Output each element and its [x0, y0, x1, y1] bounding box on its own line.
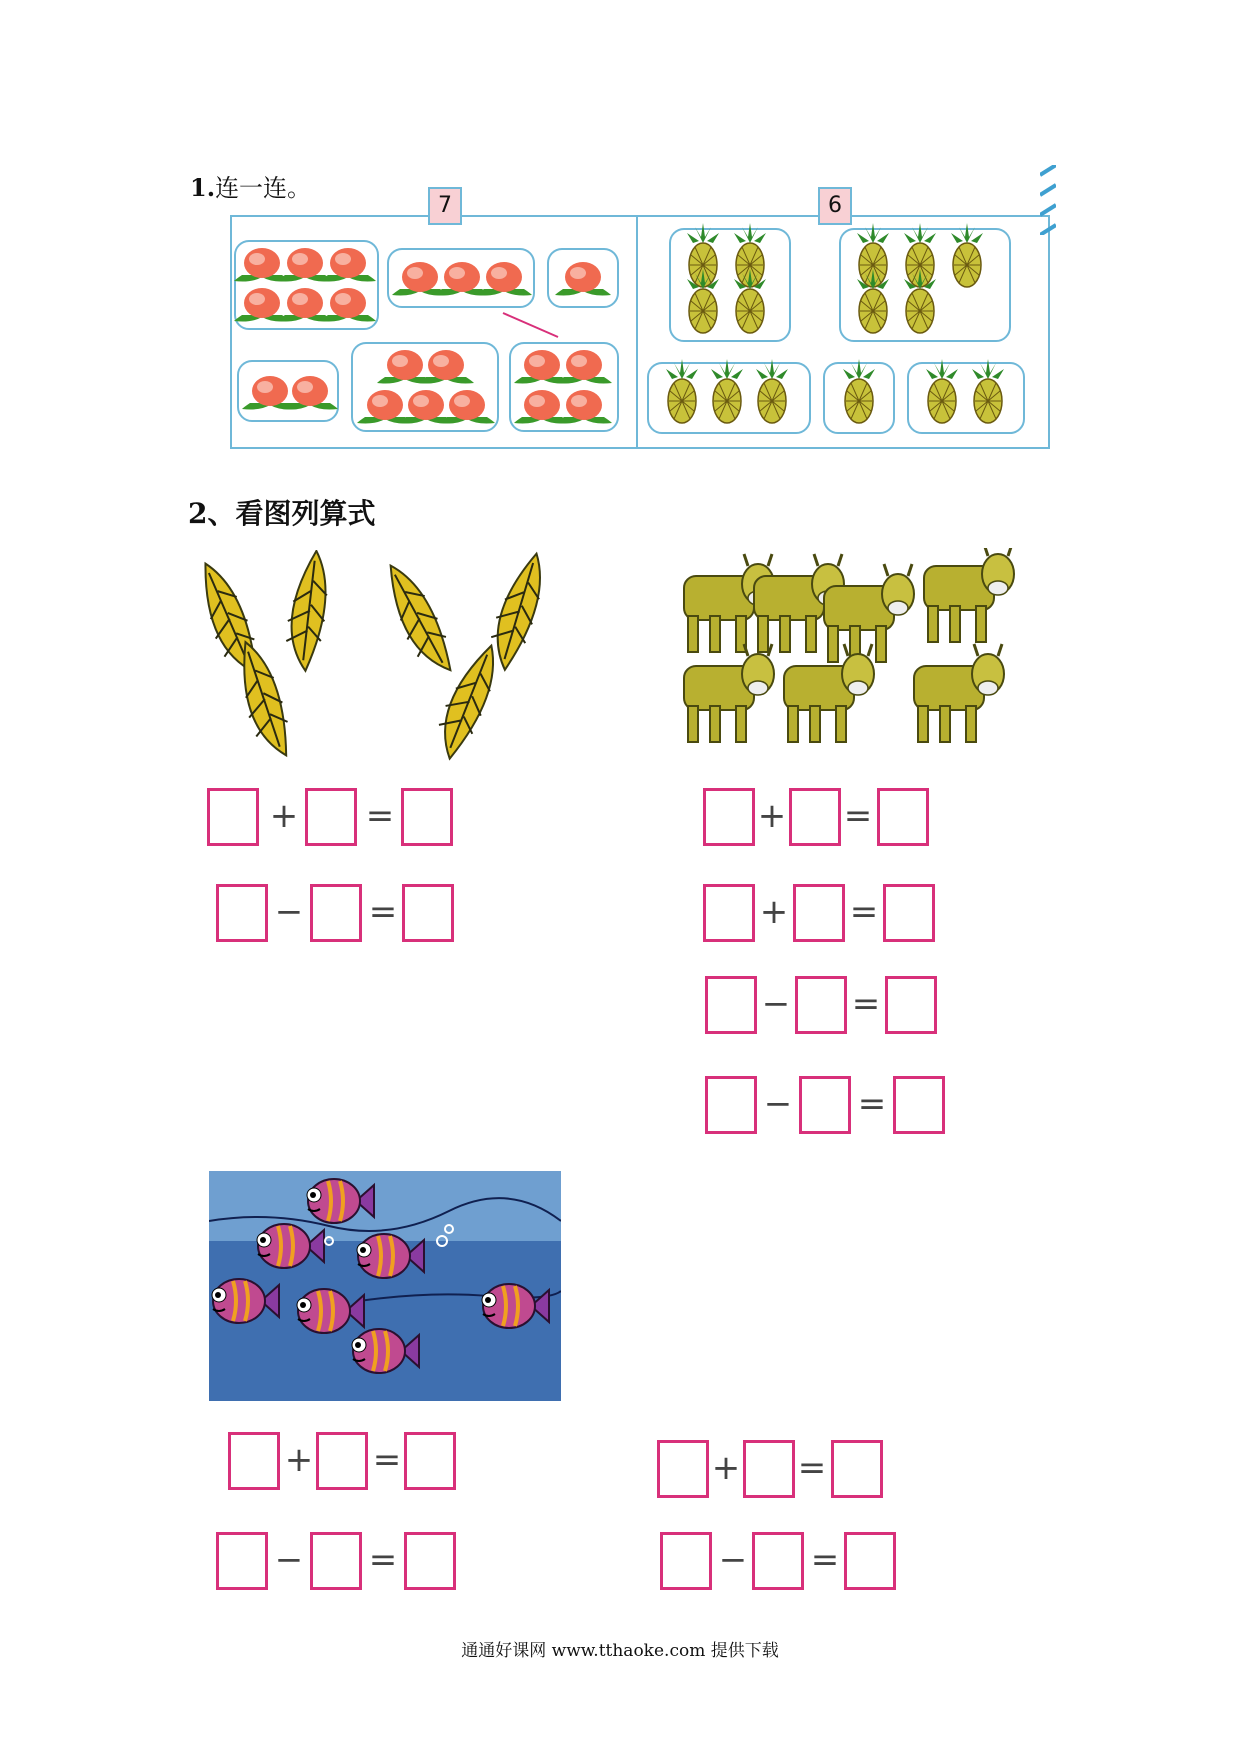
minus-sign: −: [761, 984, 791, 1024]
peach-group-six: [234, 241, 378, 329]
peach-group-two: [238, 361, 338, 421]
leaves-image: [196, 550, 542, 762]
plus-sign: +: [711, 1448, 741, 1488]
answer-box[interactable]: [657, 1440, 709, 1498]
answer-box[interactable]: [793, 884, 845, 942]
answer-box[interactable]: [705, 1076, 757, 1134]
equals-sign: =: [368, 1540, 398, 1580]
fish-image: [209, 1171, 561, 1401]
minus-sign: −: [274, 892, 304, 932]
equals-sign: =: [368, 892, 398, 932]
answer-box[interactable]: [705, 976, 757, 1034]
equals-sign: =: [849, 892, 879, 932]
answer-box[interactable]: [831, 1440, 883, 1498]
answer-box[interactable]: [207, 788, 259, 846]
answer-box[interactable]: [789, 788, 841, 846]
minus-sign: −: [718, 1540, 748, 1580]
answer-box[interactable]: [743, 1440, 795, 1498]
answer-box[interactable]: [404, 1432, 456, 1490]
plus-sign: +: [284, 1440, 314, 1480]
footer-credit: 通通好课网 www.tthaoke.com 提供下载: [461, 1641, 779, 1661]
number-tag-right: 6: [818, 187, 852, 225]
answer-box[interactable]: [316, 1432, 368, 1490]
equals-sign: =: [797, 1448, 827, 1488]
peach-group-three: [388, 249, 534, 307]
plus-sign: +: [757, 796, 787, 836]
equals-sign: =: [851, 984, 881, 1024]
answer-box[interactable]: [883, 884, 935, 942]
answer-box[interactable]: [216, 884, 268, 942]
minus-sign: −: [763, 1084, 793, 1124]
answer-box[interactable]: [799, 1076, 851, 1134]
answer-box[interactable]: [877, 788, 929, 846]
answer-box[interactable]: [703, 884, 755, 942]
answer-box[interactable]: [660, 1532, 712, 1590]
answer-box[interactable]: [844, 1532, 896, 1590]
answer-box[interactable]: [885, 976, 937, 1034]
peach-pineapple-groups: [230, 215, 1050, 449]
answer-box[interactable]: [305, 788, 357, 846]
answer-box[interactable]: [310, 1532, 362, 1590]
answer-box[interactable]: [216, 1532, 268, 1590]
pineapple-group-three: [648, 359, 810, 433]
plus-sign: +: [759, 892, 789, 932]
answer-box[interactable]: [703, 788, 755, 846]
answer-box[interactable]: [401, 788, 453, 846]
pineapple-group-four: [670, 223, 790, 341]
answer-box[interactable]: [893, 1076, 945, 1134]
pineapple-group-five: [840, 223, 1010, 341]
answer-box[interactable]: [795, 976, 847, 1034]
question-1-title: 1.连一连。: [190, 173, 312, 202]
pineapple-group-one: [824, 359, 894, 433]
answer-box[interactable]: [752, 1532, 804, 1590]
peach-group-five: [352, 343, 498, 431]
answer-box[interactable]: [228, 1432, 280, 1490]
cows-image: [664, 548, 1020, 764]
question-2-title: 2、看图列算式: [188, 497, 376, 530]
equals-sign: =: [372, 1440, 402, 1480]
equals-sign: =: [810, 1540, 840, 1580]
equals-sign: =: [365, 796, 395, 836]
peach-group-four: [510, 343, 618, 431]
pineapple-group-two: [908, 359, 1024, 433]
answer-box[interactable]: [310, 884, 362, 942]
peach-group-one: [548, 249, 618, 307]
number-tag-left: 7: [428, 187, 462, 225]
answer-box[interactable]: [402, 884, 454, 942]
answer-box[interactable]: [404, 1532, 456, 1590]
equals-sign: =: [843, 796, 873, 836]
minus-sign: −: [274, 1540, 304, 1580]
plus-sign: +: [269, 796, 299, 836]
equals-sign: =: [857, 1084, 887, 1124]
